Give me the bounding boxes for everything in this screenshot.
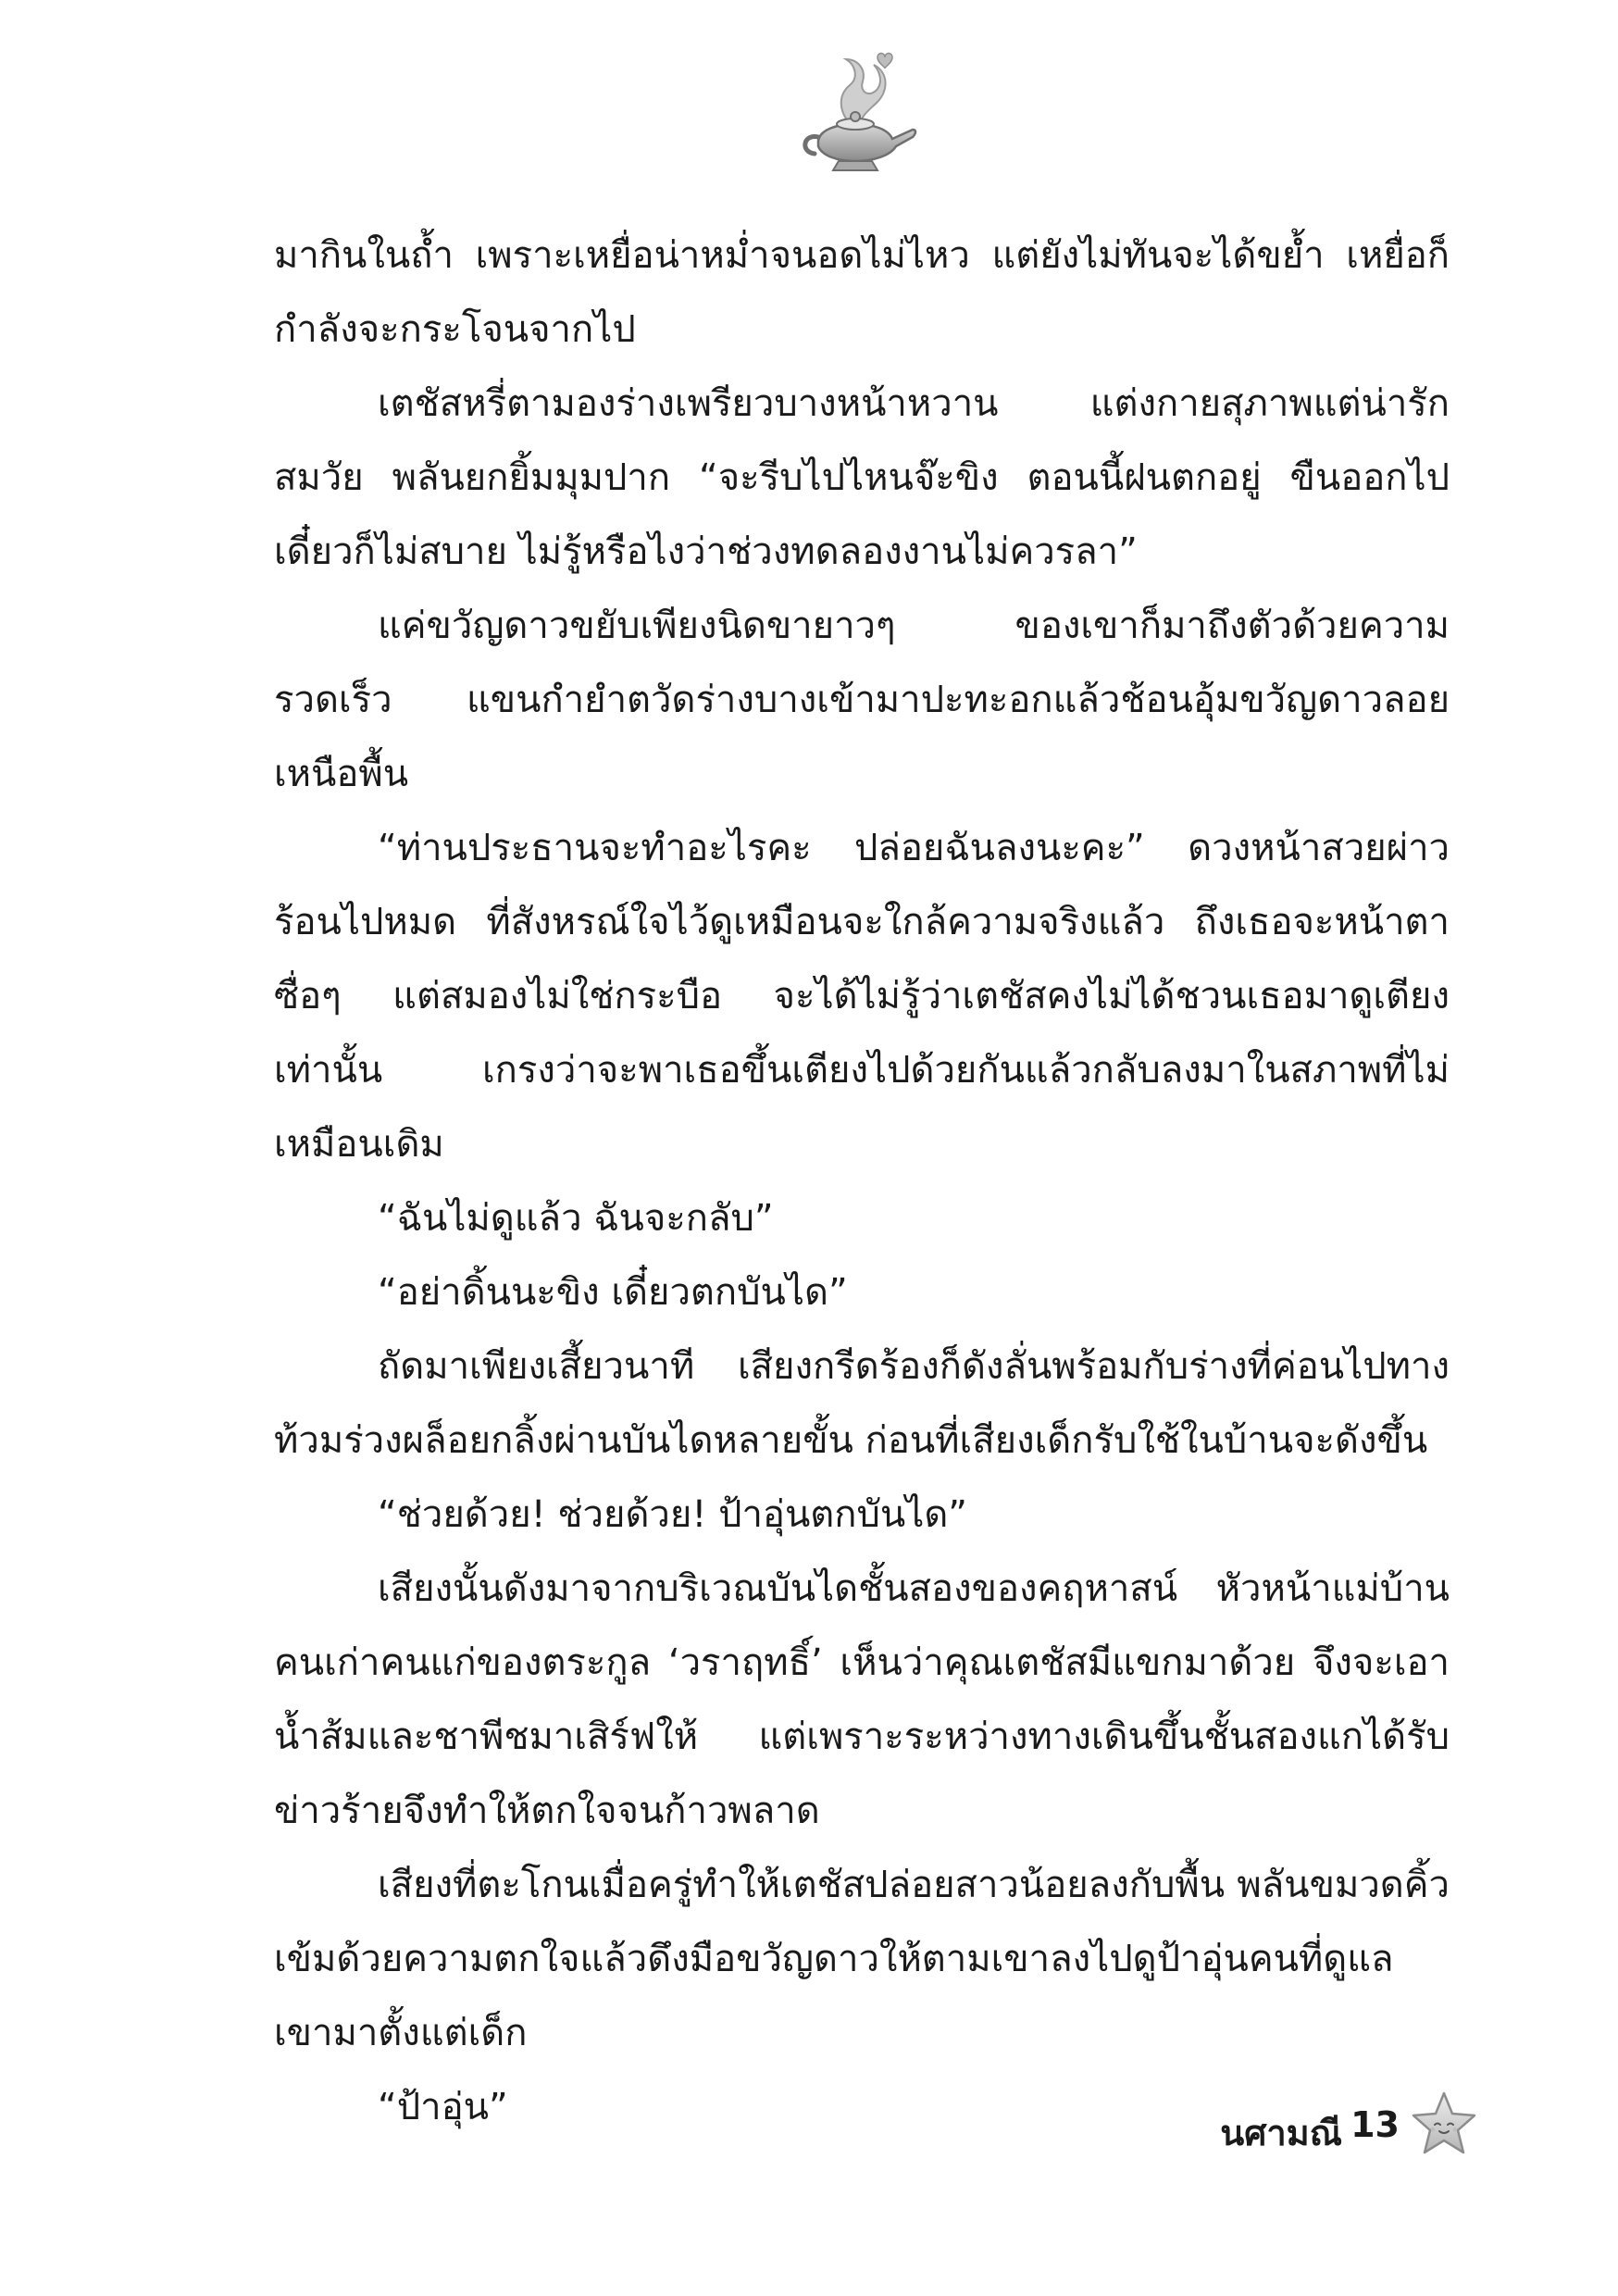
page-footer	[1092, 2088, 1481, 2171]
paragraph: “ท่านประธานจะทำอะไรคะ ปล่อยฉันลงนะคะ” ดวงหน้าสวยผ่าวร้อนไปหมด ที่สังหรณ์ใจไว้ดูเหมือนจะใกล้ความจริงแล้ว ถึงเธอจะหน้าตาซื่อๆ แต่สมองไม่ใช่กระบือ จะได้ไม่รู้ว่าเตชัสคงไม่ได้ชวนเธอมาดูเตียงเท่านั้น เกรงว่าจะพาเธอขึ้นเตียงไปด้วยกันแล้วกลับลงมาในสภาพที่ไม่เหมือนเดิม	[274, 827, 1450, 1166]
paragraph: “ฉันไม่ดูแล้ว ฉันจะกลับ”	[378, 1197, 774, 1240]
genie-lamp-icon	[781, 37, 929, 185]
paragraph: เสียงที่ตะโกนเมื่อครู่ทำให้เตชัสปล่อยสาวน้อยลงกับพื้น พลันขมวดคิ้วเข้มด้วยความตกใจแล้วดึงมือขวัญดาวให้ตามเขาลงไปดูป้าอุ่นคนที่ดูแลเขามาตั้งแต่เด็ก	[274, 1864, 1450, 2054]
paragraph: เสียงนั้นดังมาจากบริเวณบันไดชั้นสองของคฤหาสน์ หัวหน้าแม่บ้านคนเก่าคนแก่ของตระกูล ‘วราฤทธิ์’ เห็นว่าคุณเตชัสมีแขกมาด้วย จึงจะเอาน้ำส้มและชาพีชมาเสิร์ฟให้ แต่เพราะระหว่างทางเดินขึ้นชั้นสองแกได้รับข่าวร้ายจึงทำให้ตกใจจนก้าวพลาด	[274, 1567, 1450, 1832]
paragraph: “ป้าอุ่น”	[378, 2086, 508, 2128]
smiling-star-icon	[1407, 2088, 1481, 2162]
paragraph: มากินในถ้ำ เพราะเหยื่อน่าหม่ำจนอดไม่ไหว แต่ยังไม่ทันจะได้ขย้ำ เหยื่อก็กำลังจะกระโจนจากไป	[274, 234, 1450, 351]
paragraph: “อย่าดิ้นนะขิง เดี๋ยวตกบันได”	[378, 1271, 848, 1314]
paragraph: ถัดมาเพียงเสี้ยวนาที เสียงกรีดร้องก็ดังลั่นพร้อมกับร่างที่ค่อนไปทางท้วมร่วงผล็อยกลิ้งผ่านบันไดหลายขั้น ก่อนที่เสียงเด็กรับใช้ในบ้านจะดังขึ้น	[274, 1345, 1450, 1462]
paragraph: แค่ขวัญดาวขยับเพียงนิดขายาวๆ ของเขาก็มาถึงตัวด้วยความรวดเร็ว แขนกำยำตวัดร่างบางเข้ามาปะทะอกแล้วช้อนอุ้มขวัญดาวลอยเหนือพื้น	[274, 605, 1450, 795]
body-text	[274, 218, 1450, 2144]
page-number: 13	[1350, 2104, 1400, 2145]
paragraph: “ช่วยด้วย! ช่วยด้วย! ป้าอุ่นตกบันได”	[378, 1493, 968, 1536]
author-name: นศามณี	[1220, 2113, 1342, 2153]
paragraph: เตชัสหรี่ตามองร่างเพรียวบางหน้าหวาน แต่งกายสุภาพแต่น่ารักสมวัย พลันยกยิ้มมุมปาก “จะรีบไปไหนจ๊ะขิง ตอนนี้ฝนตกอยู่ ขืนออกไปเดี๋ยวก็ไม่สบาย ไม่รู้หรือไงว่าช่วงทดลองงานไม่ควรลา”	[274, 382, 1450, 573]
